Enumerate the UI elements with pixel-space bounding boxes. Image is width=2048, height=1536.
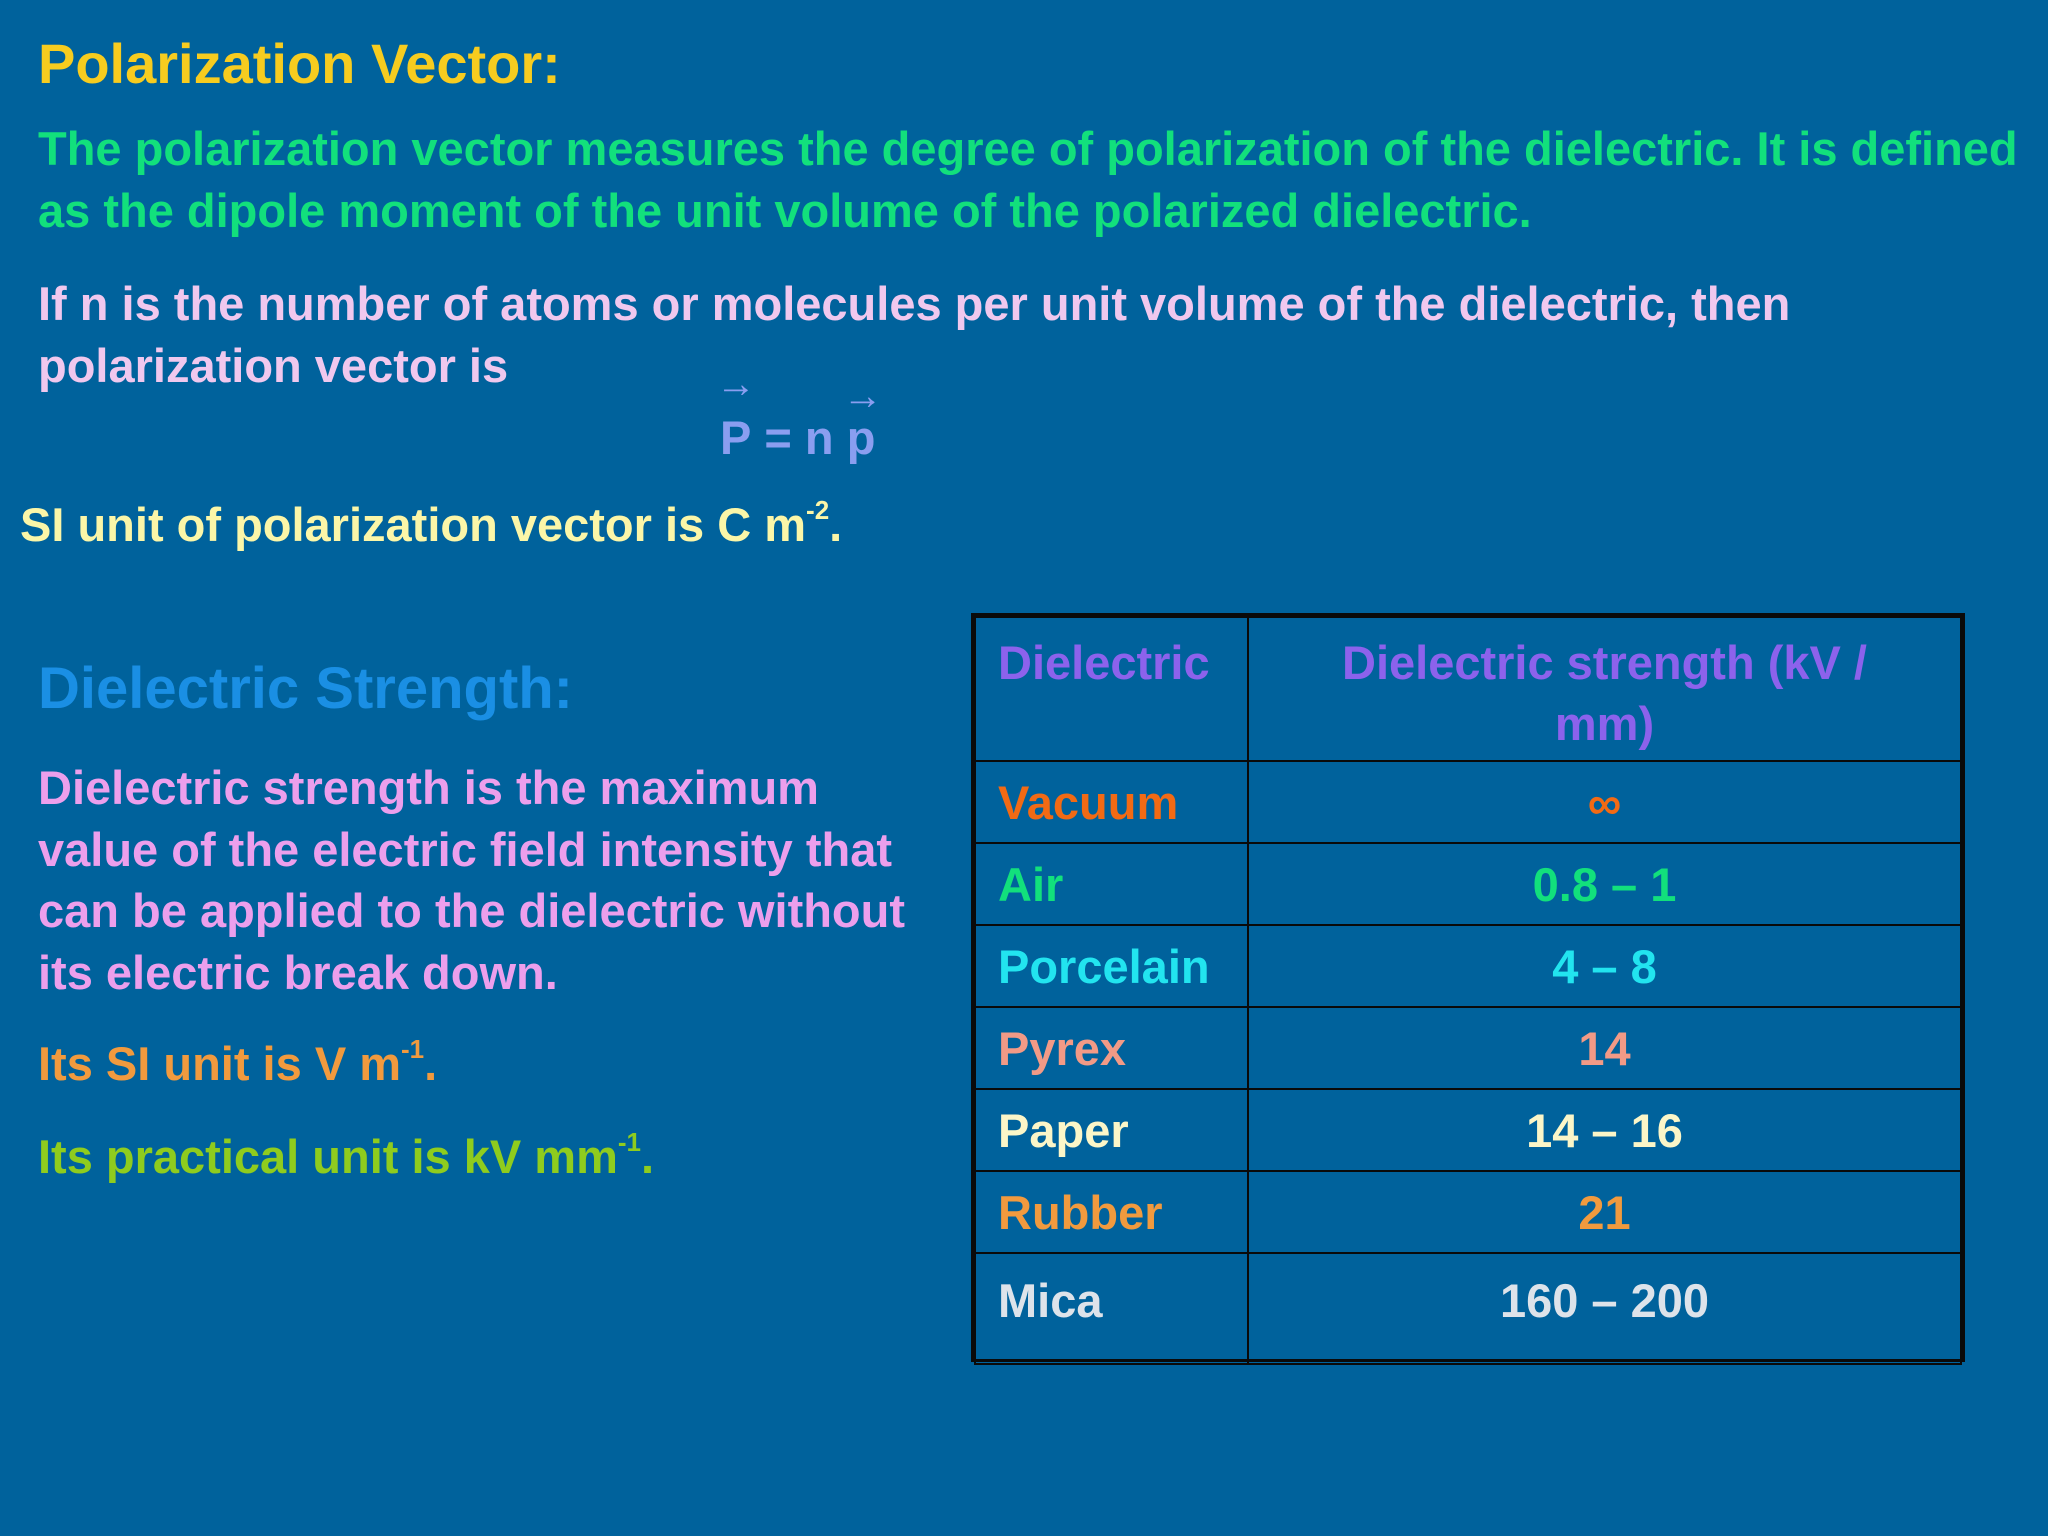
polarization-definition: The polarization vector measures the degree of polarization of the dielectric. It is defined as the dipole moment of the unit volume of the polarized dielectric. — [38, 122, 2018, 237]
cell-strength: 160 – 200 — [1248, 1253, 1961, 1364]
table-row — [975, 925, 1961, 1007]
table-row — [975, 843, 1961, 925]
si-unit-exponent: -2 — [806, 495, 830, 525]
practical-unit-suffix: . — [640, 1130, 655, 1183]
table-row — [975, 1171, 1961, 1253]
table-header-row — [975, 617, 1961, 761]
header-strength: Dielectric strength (kV / mm) — [1248, 617, 1961, 761]
table-row — [975, 1253, 1961, 1364]
dielectric-strength-title: Dielectric Strength: — [38, 656, 573, 721]
cell-strength: 21 — [1248, 1171, 1961, 1253]
cell-dielectric: Mica — [975, 1253, 1248, 1364]
polarization-intro: If n is the number of atoms or molecules per unit volume of the dielectric, then polarization vector is — [38, 277, 1791, 392]
cell-strength: 4 – 8 — [1248, 925, 1961, 1007]
table-row — [975, 1089, 1961, 1171]
practical-unit-text: Its practical unit is kV mm — [38, 1130, 618, 1183]
cell-strength: 14 – 16 — [1248, 1089, 1961, 1171]
vector-P — [716, 362, 756, 466]
cell-strength: 14 — [1248, 1007, 1961, 1089]
vector-arrow-icon: → — [716, 362, 756, 406]
polarization-si-unit — [20, 497, 842, 553]
cell-dielectric: Pyrex — [975, 1007, 1248, 1089]
dielectric-strength-definition: Dielectric strength is the maximum value of the electric field intensity that can be applied to the dielectric without its electric break down. — [38, 761, 905, 999]
cell-dielectric: Paper — [975, 1089, 1248, 1171]
formula-rhs: p — [846, 411, 876, 464]
dielectric-practical-unit — [38, 1129, 654, 1185]
table-row — [975, 761, 1961, 843]
cell-dielectric: Vacuum — [975, 761, 1248, 843]
polarization-vector-title: Polarization Vector: — [38, 32, 561, 95]
dielectric-table — [971, 613, 1965, 1362]
cell-dielectric: Air — [975, 843, 1248, 925]
dielectric-si-unit-exponent: -1 — [401, 1034, 425, 1064]
cell-dielectric: Rubber — [975, 1171, 1248, 1253]
dielectric-si-unit-text: Its SI unit is V m — [38, 1037, 402, 1090]
si-unit-text: SI unit of polarization vector is C m — [20, 498, 807, 551]
cell-strength: ∞ — [1248, 761, 1961, 843]
si-unit-suffix: . — [829, 498, 843, 551]
polarization-formula — [716, 362, 883, 466]
practical-unit-exponent: -1 — [617, 1127, 641, 1157]
dielectric-si-unit — [38, 1036, 437, 1092]
vector-arrow-icon: → — [842, 374, 883, 418]
vector-p — [842, 374, 883, 466]
header-dielectric: Dielectric — [975, 617, 1248, 761]
dielectric-si-unit-suffix: . — [424, 1037, 438, 1090]
formula-lhs: P — [720, 411, 752, 464]
formula-equals: = n — [751, 411, 847, 464]
cell-strength: 0.8 – 1 — [1248, 843, 1961, 925]
cell-dielectric: Porcelain — [975, 925, 1248, 1007]
table-row — [975, 1007, 1961, 1089]
